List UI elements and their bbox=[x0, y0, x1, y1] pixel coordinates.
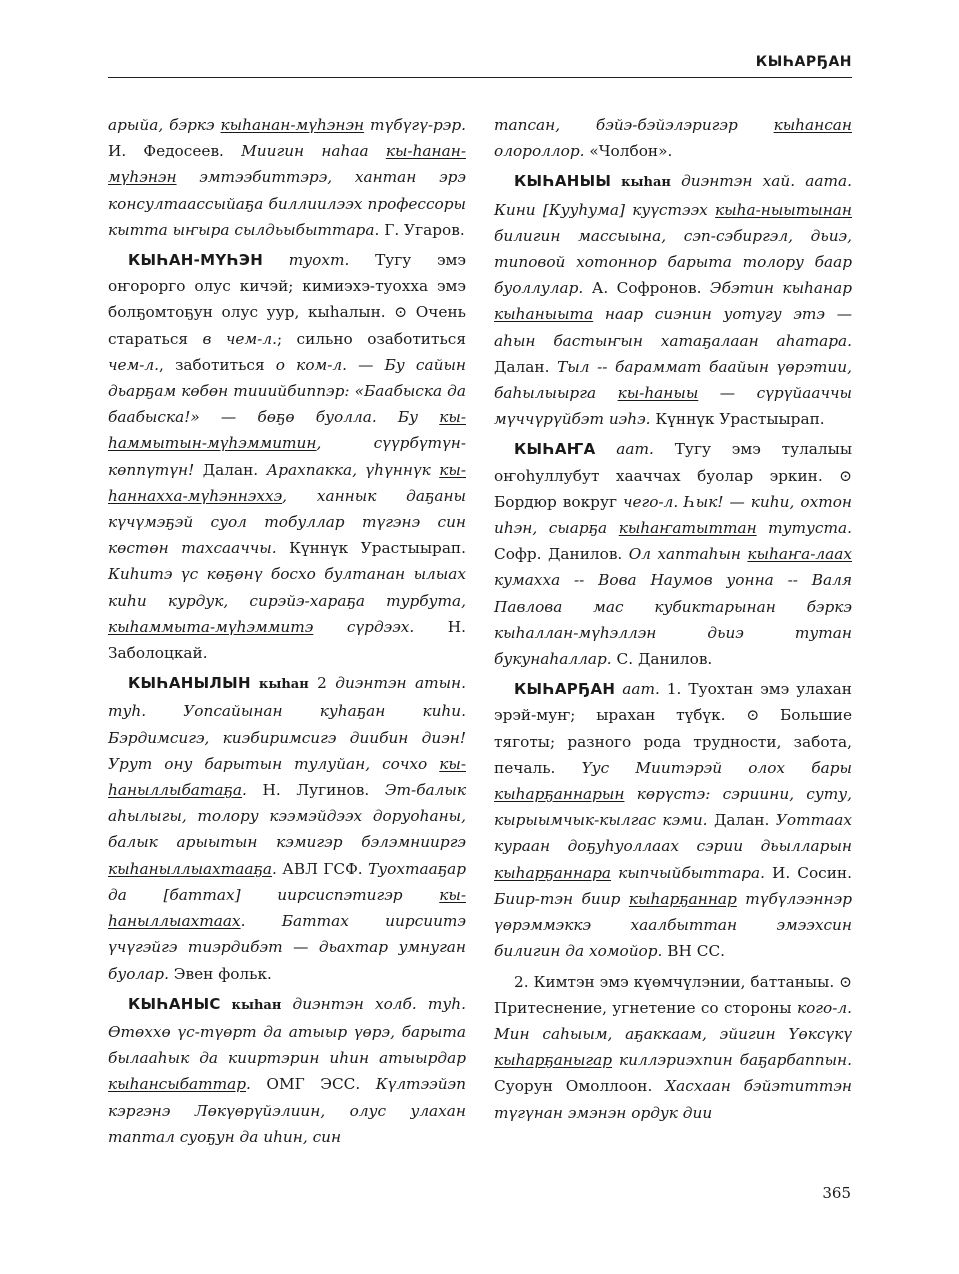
page-header bbox=[108, 52, 852, 78]
headword: КЫҺАРҔАН bbox=[514, 680, 616, 699]
target-circle-icon: ⊙ bbox=[839, 466, 852, 485]
headword: КЫҺАНЫЫ bbox=[514, 172, 612, 191]
target-circle-icon: ⊙ bbox=[839, 972, 852, 991]
entry-kyhanys: КЫҺАНЫС кыһан диэнтэн холб. туһ. Өтөххө үс-түөрт да атыыр үөрэ, барыта былааһык да кииртэрин иһин атыырдар кыһансыбаттар. ОМГ ЭСС. Күлтээйэп кэргэнэ Лөкүөрүйэлиин, олус улахан таптал суоҕун да иһин, син bbox=[108, 994, 466, 1146]
headword: КЫҺАНЫС bbox=[128, 994, 221, 1013]
target-circle-icon: ⊙ bbox=[746, 706, 781, 725]
target-circle-icon: ⊙ bbox=[394, 303, 416, 322]
entry-kyhargan: КЫҺАРҔАН аат. 1. Туохтан эмэ улахан эрэй-муҥ; ырахан түбүк. ⊙ Большие тяготы; разного рода трудности, забота, печаль. Үус Миитэрэй олох бары кыһарҕаннарын көрүстэ: сэриини, суту, кырыымчык-кылгас кэми. Далан. Уоттаах кураан доҕуһуоллаах сэрии дьылларын кыһарҕаннара кыпчыйбыттара. И. Сосин. Биир-тэн биир кыһарҕаннар түбүлээннэр үөрэммэккэ хаалбыттан эмээхсин билигин да хомойор. ВН СС. bbox=[494, 680, 852, 961]
entry-kyhanyy: КЫҺАНЫЫ кыһан диэнтэн хай. аата. Кини [Кууһума] куүстээх кыһа-ныытынан билигин массыына, сэп-сэбиргэл, дьиэ, типовой хотоннор барыта толору баар буоллулар. А. Софронов. Эбэтин кыһанар кыһаныыта наар сиэнин уотугу этэ — аһын бастыҥын хатаҕалаан аһатара. Далан. Тыл -- бараммат баайын үөрэтии, баһылыырга кы-һаныы — сүрүйааччы мүччүрүйбэт иэһэ. Күннүк Урастыырап. bbox=[494, 172, 852, 429]
page-number: 365 bbox=[822, 1184, 851, 1202]
left-paragraph-1: арыйа, бэркэ кыһанан-мүһэнэн түбүгү-рэр. И. Федосеев. Миигин наһаа кы-һанан-мүһэнэн эмтээбиттэрэ, хантан эрэ консултаассыйаҕа биллиилээх профессоры кытта ыҥыра сылдьыбыттара. Г. Угаров. bbox=[108, 116, 467, 239]
header-rule bbox=[108, 77, 852, 78]
headword: КЫҺАНЫЛЫН bbox=[128, 674, 251, 693]
entry-kyhanylyn: КЫҺАНЫЛЫН кыһан 2 диэнтэн атын. туһ. Уопсайынан куһаҕан киһи. Бэрдимсигэ, киэбиримсигэ диибин диэн! Урут ону барытын тулуйан, сочхо кы-һаныллыбатаҕа. Н. Лугинов. Эт-балык аһылыгы, толору кээмэйдээх доруоһаны, балык арыытын кэмигэр бэлэмнииргэ кыһаныллыахтааҕа. АВЛ ГСФ. Туохтааҕар да [баттах] иирсиспэтигэр кы-һаныллыахтаах. Баттах иирсиитэ үчүгэйгэ тиэрдибэт — дьахтар умнуган буолар. Эвен фольк. bbox=[108, 674, 466, 983]
entry-kyhan-myhen: КЫҺАН-МҮҺЭН туохт. Тугу эмэ оҥорорго олус кичэй; кимиэхэ-туохха эмэ болҕомтоҕун олус уур, кыһалын. ⊙ Очень стараться в чем-л.; сильно озаботиться чем-л., заботиться о ком-л. — Бу сайын дьарҕам көбөн тииийбиппэр: «Баабыска да баабыска!» — бөҕө буолла. Бу кы-һаммытын-мүһэммитин, сүүрбүтүн-көппүтүн! Далан. Арахпакка, үһүннүк кы-һаннахха-мүһэннэххэ, ханнык даҕаны күчүмэҕэй суол тобуллар түгэнэ син көстөн тахсааччы. Күннүк Урастыырап. Киһитэ үс көҕөнү босхо бултанан ылыах киһи курдук, сирэйэ-хараҕа турбута, кыһаммыта-мүһэммитэ сүрдээх. Н. Заболоцкай. bbox=[108, 251, 467, 663]
entry-kyhanga: КЫҺАҤА аат. Тугу эмэ тулалыы оҥоһуллубут хааччах буолар эркин. ⊙ Бордюр вокруг чего-л. Һык! — киһи, охтон иһэн, сыарҕа кыһаҥатыттан тутуста. Софр. Данилов. Ол хаптаһын кыһаҥа-лаах кумахха -- Вова Наумов уонна -- Валя Павлова мас кубиктарынан бэркэ кыһаллан-мүһэллэн дьиэ тутан букунаһаллар. С. Данилов. bbox=[494, 440, 852, 669]
running-head: КЫҺАРҔАН bbox=[755, 54, 852, 70]
headword: КЫҺАН-МҮҺЭН bbox=[128, 251, 264, 270]
right-column bbox=[494, 112, 852, 1130]
headword: КЫҺАҤА bbox=[514, 440, 596, 459]
left-column bbox=[108, 112, 466, 1154]
right-paragraph-1: тапсан, бэйэ-бэйэлэригэр кыһансан олороллор. «Чолбон». bbox=[494, 116, 852, 161]
entry-kyhargan-sense-2: 2. Кимтэн эмэ күөмчүлэнии, баттаныы. ⊙ Притеснение, угнетение со стороны кого-л. Мин саһыым, аҕаккаам, эйигин Үөксүкү кыһарҕаныгар киллэриэхпин баҕарбаппын. Суорун Омоллоон. Хасхаан бэйэтиттэн түгүнан эмэнэн ордук дии bbox=[494, 972, 852, 1122]
